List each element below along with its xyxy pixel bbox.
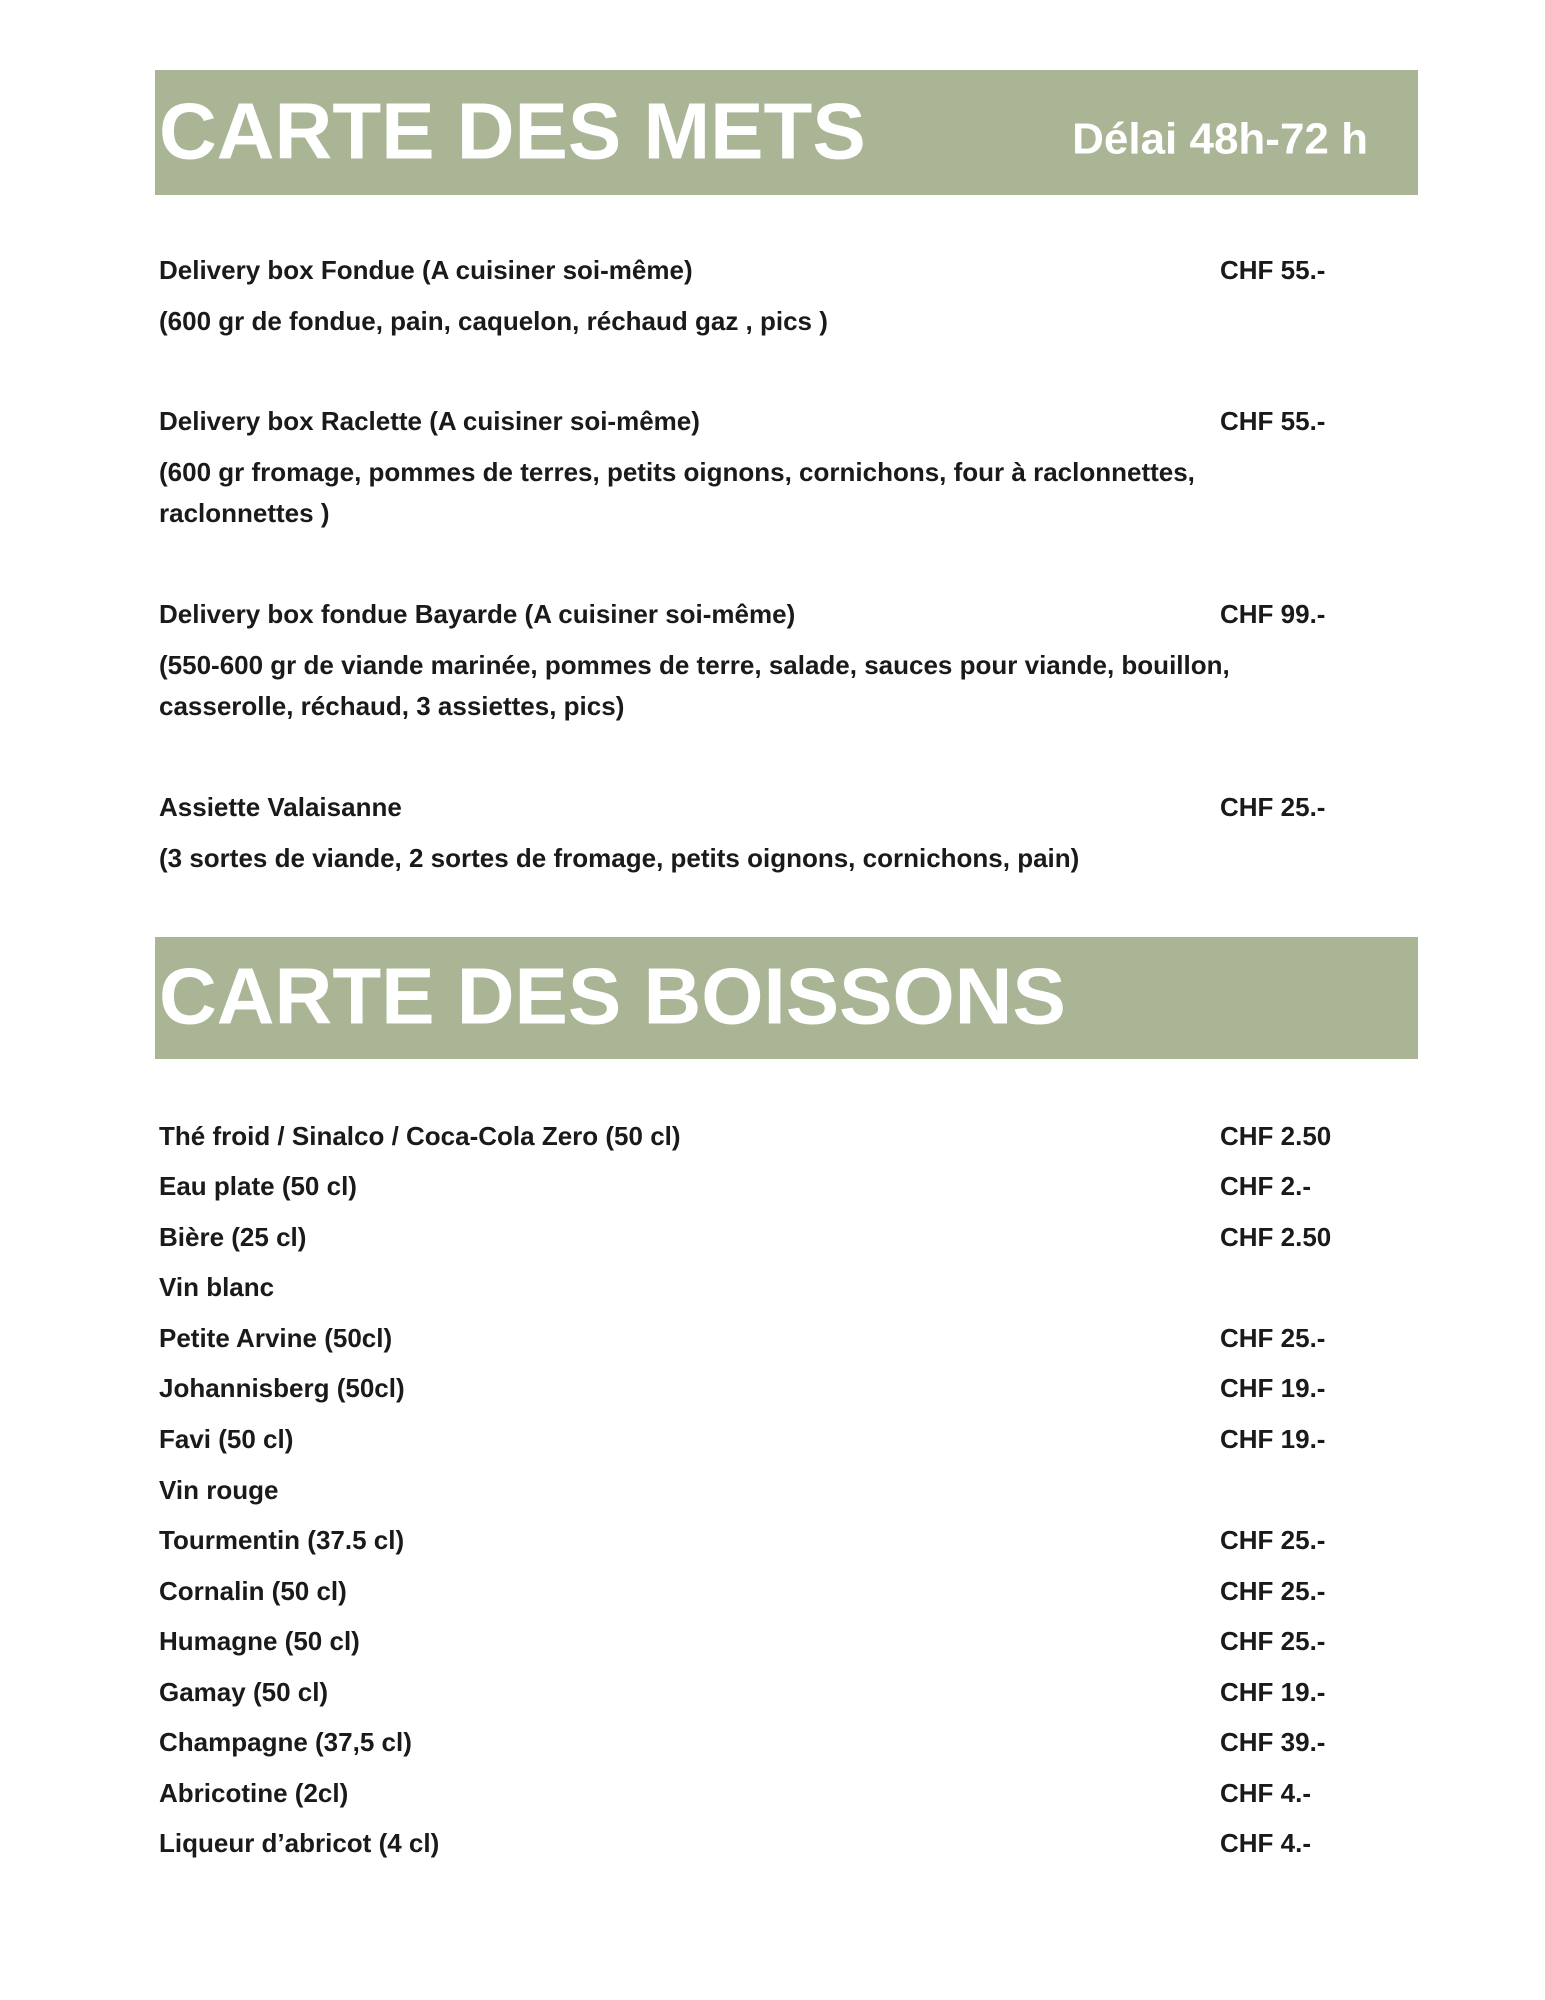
drink-item-name: Champagne (37,5 cl) <box>159 1727 412 1757</box>
drink-item-name: Cornalin (50 cl) <box>159 1576 347 1606</box>
drink-item-name: Johannisberg (50cl) <box>159 1373 405 1403</box>
mets-item-price: CHF 99.- <box>1220 599 1326 629</box>
delivery-delay: Délai 48h-72 h <box>1072 114 1368 164</box>
drink-item-name: Abricotine (2cl) <box>159 1778 349 1808</box>
drink-category-heading: Vin rouge <box>159 1475 279 1505</box>
mets-item-name: Delivery box Fondue (A cuisiner soi-même) <box>159 255 693 285</box>
drink-item-price: CHF 2.50 <box>1220 1121 1332 1151</box>
mets-item-name: Assiette Valaisanne <box>159 792 402 822</box>
drink-item-price: CHF 2.50 <box>1220 1222 1332 1252</box>
drink-item-price: CHF 4.- <box>1220 1828 1311 1858</box>
drink-item-price: CHF 4.- <box>1220 1778 1311 1808</box>
drink-item-name: Petite Arvine (50cl) <box>159 1323 393 1353</box>
drink-item-name: Liqueur d’abricot (4 cl) <box>159 1828 440 1858</box>
drink-item-price: CHF 25.- <box>1220 1323 1326 1353</box>
boissons-title: CARTE DES BOISSONS <box>159 951 1066 1041</box>
drink-item-price: CHF 19.- <box>1220 1424 1326 1454</box>
drink-item-price: CHF 25.- <box>1220 1626 1326 1656</box>
drink-item-name: Tourmentin (37.5 cl) <box>159 1525 405 1555</box>
mets-item-name: Delivery box fondue Bayarde (A cuisiner soi-même) <box>159 599 796 629</box>
mets-header-banner <box>155 70 1418 195</box>
mets-title: CARTE DES METS <box>159 85 866 175</box>
drink-item-name: Humagne (50 cl) <box>159 1626 360 1656</box>
drink-item-name: Gamay (50 cl) <box>159 1677 329 1707</box>
mets-item-name: Delivery box Raclette (A cuisiner soi-même) <box>159 406 700 436</box>
mets-item-description: (600 gr fromage, pommes de terres, petits oignons, cornichons, four à raclonnettes, raclonnettes ) <box>159 457 1195 528</box>
drink-item-price: CHF 19.- <box>1220 1373 1326 1403</box>
boissons-header-banner <box>155 937 1418 1059</box>
drink-item-name: Favi (50 cl) <box>159 1424 294 1454</box>
drink-item-name: Eau plate (50 cl) <box>159 1171 357 1201</box>
drink-item-price: CHF 2.- <box>1220 1171 1311 1201</box>
mets-item-description: (3 sortes de viande, 2 sortes de fromage, petits oignons, cornichons, pain) <box>159 843 1080 873</box>
drink-category-heading: Vin blanc <box>159 1272 275 1302</box>
mets-item-price: CHF 25.- <box>1220 792 1326 822</box>
mets-item-price: CHF 55.- <box>1220 406 1326 436</box>
mets-item-price: CHF 55.- <box>1220 255 1326 285</box>
drink-item-price: CHF 39.- <box>1220 1727 1326 1757</box>
drink-item-name: Thé froid / Sinalco / Coca-Cola Zero (50 cl) <box>159 1121 681 1151</box>
mets-item-description: (550-600 gr de viande marinée, pommes de terre, salade, sauces pour viande, bouillon, casserolle, réchaud, 3 assiettes, pics) <box>159 650 1230 721</box>
drink-item-price: CHF 25.- <box>1220 1525 1326 1555</box>
drink-item-price: CHF 19.- <box>1220 1677 1326 1707</box>
drink-item-name: Bière (25 cl) <box>159 1222 307 1252</box>
mets-item-description: (600 gr de fondue, pain, caquelon, réchaud gaz , pics ) <box>159 306 828 336</box>
drink-item-price: CHF 25.- <box>1220 1576 1326 1606</box>
